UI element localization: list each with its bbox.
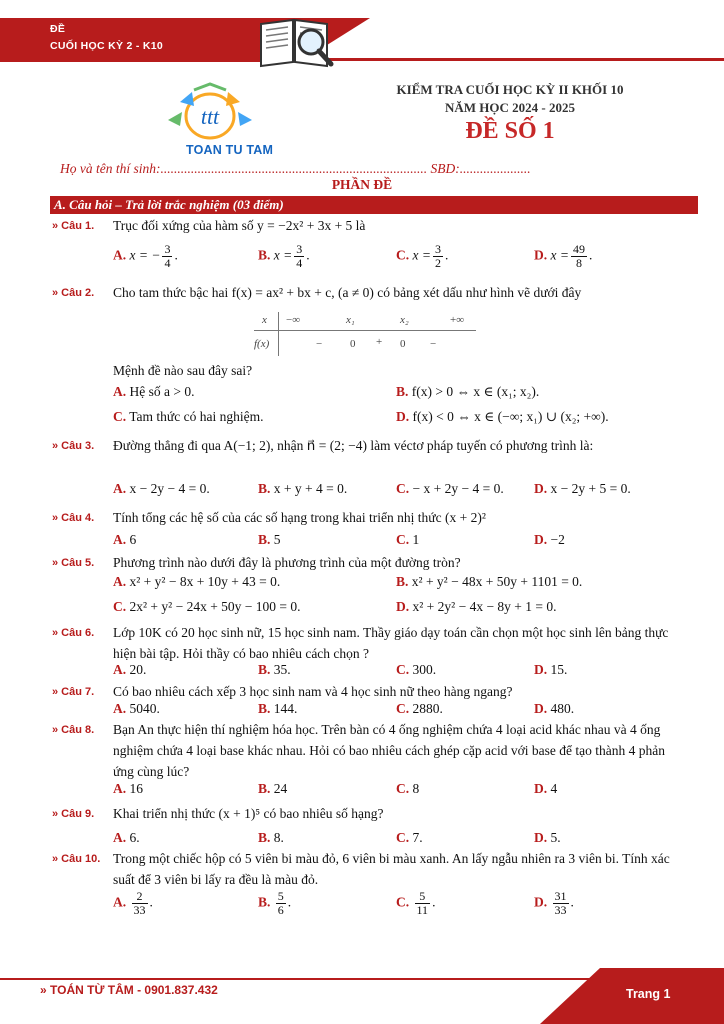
question-text: Khai triển nhị thức (x + 1)⁵ có bao nhiêu số hạng? [113,806,384,821]
question-text: Cho tam thức bậc hai f(x) = ax² + bx + c, (a ≠ 0) có bảng xét dấu như hình vẽ dưới đây [113,285,582,300]
option-d[interactable]: D. x² + 2y² − 4x − 8y + 1 = 0. [396,599,557,614]
page-number: Trang 1 [626,987,671,1001]
option-c[interactable]: C. 1 [396,532,420,547]
option-b[interactable]: B. x = $\frac{3}{4}$ . [258,242,310,270]
option-a[interactable]: A. 6. [113,830,140,845]
option-c[interactable]: C. 2880. [396,701,443,716]
option-d[interactable]: D. 4 [534,781,558,796]
exam-title: KIỂM TRA CUỐI HỌC KỲ II KHỐI 10 [396,82,624,97]
question-label: » Câu 1. [52,220,95,232]
book-magnifier-icon [255,10,337,70]
option-c[interactable]: C. 2x² + y² − 24x + 50y − 100 = 0. [113,599,301,614]
question-label: » Câu 5. [52,557,95,569]
sign-table: x −∞ x₁ x₂ +∞ f(x) − 0 + 0 − [254,310,476,356]
question-prompt: Mệnh đề nào sau đây sai? [113,363,253,378]
question-label: » Câu 6. [52,627,95,639]
question-text: Có bao nhiêu cách xếp 3 học sinh nam và 4 học sinh nữ theo hàng ngang? [113,684,513,699]
exam-number: ĐỀ SỐ 1 [465,118,555,144]
option-b[interactable]: B. 144. [258,701,298,716]
option-a[interactable]: A. x − 2y − 4 = 0. [113,481,210,496]
part-heading: PHẦN ĐỀ [331,177,393,192]
student-info-line: Họ và tên thí sinh:............................................................................... SBD:..................... [60,161,531,176]
section-a-bar: A. Câu hỏi – Trả lời trắc nghiệm (03 điểm) [50,196,698,214]
option-d[interactable]: D. x − 2y + 5 = 0. [534,481,631,496]
option-d[interactable]: D. $\frac{31}{33}$ . [534,889,574,917]
question-text: Phương trình nào dưới đây là phương trình của một đường tròn? [113,555,461,570]
option-d[interactable]: D. f(x) < 0 ⇔ x ∈ (−∞; x₁) ∪ (x₂; +∞). [396,409,609,424]
option-c[interactable]: C. x = $\frac{3}{2}$ . [396,242,449,270]
option-b[interactable]: B. x² + y² − 48x + 50y + 1101 = 0. [396,574,583,589]
option-d[interactable]: D. x = $\frac{49}{8}$ . [534,242,593,270]
option-b[interactable]: B. 8. [258,830,284,845]
question-label: » Câu 3. [52,440,95,452]
header-label-term: CUỐI HỌC KỲ 2 - K10 [50,40,164,52]
question-label: » Câu 10. [52,853,101,865]
option-d[interactable]: D. −2 [534,532,565,547]
option-c[interactable]: C. − x + 2y − 4 = 0. [396,481,504,496]
question-label: » Câu 2. [52,287,95,299]
option-a[interactable]: A. 20. [113,662,147,677]
svg-text:ttt: ttt [200,104,220,129]
option-d[interactable]: D. 480. [534,701,575,716]
option-d[interactable]: D. 15. [534,662,568,677]
option-b[interactable]: B. 5 [258,532,281,547]
option-c[interactable]: C. 7. [396,830,423,845]
school-year: NĂM HỌC 2024 - 2025 [445,100,575,115]
option-c[interactable]: C. $\frac{5}{11}$ . [396,889,436,917]
question-label: » Câu 7. [52,686,95,698]
option-a[interactable]: A. 6 [113,532,137,547]
question-text: Tính tổng các hệ số của các số hạng trong khai triển nhị thức (x + 2)² [113,510,486,525]
question-label: » Câu 4. [52,512,95,524]
header-label-de: ĐỀ [50,23,66,35]
option-a[interactable]: A. x² + y² − 8x + 10y + 43 = 0. [113,574,281,589]
option-a[interactable]: A. 16 [113,781,143,796]
option-b[interactable]: B. 24 [258,781,288,796]
question-text: Đường thẳng đi qua A(−1; 2), nhận n⃗ = (2; −4) làm véctơ pháp tuyến có phương trình là: [113,438,594,453]
option-a[interactable]: A. x = − $\frac{3}{4}$ . [113,242,178,270]
question-text: Bạn An thực hiện thí nghiệm hóa học. Trên bàn có 4 ống nghiệm chứa 4 loại acid khác nhau và 4 ống nghiệm chứa 4 loại base khác nhau. Hỏi có bao nhiêu cách ghép cặp acid với base để tạo thành 4 phản ứng cùng lúc? [113,722,666,779]
footer-contact: » TOÁN TỪ TÂM - 0901.837.432 [40,983,218,997]
option-a[interactable]: A. $\frac{2}{33}$ . [113,889,153,917]
question-text: Trong một chiếc hộp có 5 viên bi màu đỏ, 6 viên bi màu xanh. An lấy ngẫu nhiên ra 3 viên bi. Tính xác suất để 3 viên bi lấy ra đều là màu đỏ. [113,851,670,887]
question-text: Trục đối xứng của hàm số y = −2x² + 3x + 5 là [113,218,366,233]
question-label: » Câu 9. [52,808,95,820]
option-c[interactable]: C. Tam thức có hai nghiệm. [113,409,264,424]
option-b[interactable]: B. 35. [258,662,291,677]
question-label: » Câu 8. [52,724,95,736]
option-c[interactable]: C. 8 [396,781,420,796]
logo-text: TOAN TU TAM [186,143,274,157]
option-d[interactable]: D. 5. [534,830,561,845]
option-c[interactable]: C. 300. [396,662,437,677]
option-b[interactable]: B. f(x) > 0 ⇔ x ∈ (x₁; x₂). [396,384,540,399]
question-text: Lớp 10K có 20 học sinh nữ, 15 học sinh nam. Thầy giáo dạy toán cần chọn một học sinh lên bảng thực hiện bài tập. Hỏi thầy có bao nhiêu cách chọn ? [113,625,669,661]
option-a[interactable]: A. Hệ số a > 0. [113,384,195,399]
option-b[interactable]: B. $\frac{5}{6}$ . [258,889,292,917]
option-a[interactable]: A. 5040. [113,701,160,716]
option-b[interactable]: B. x + y + 4 = 0. [258,481,348,496]
